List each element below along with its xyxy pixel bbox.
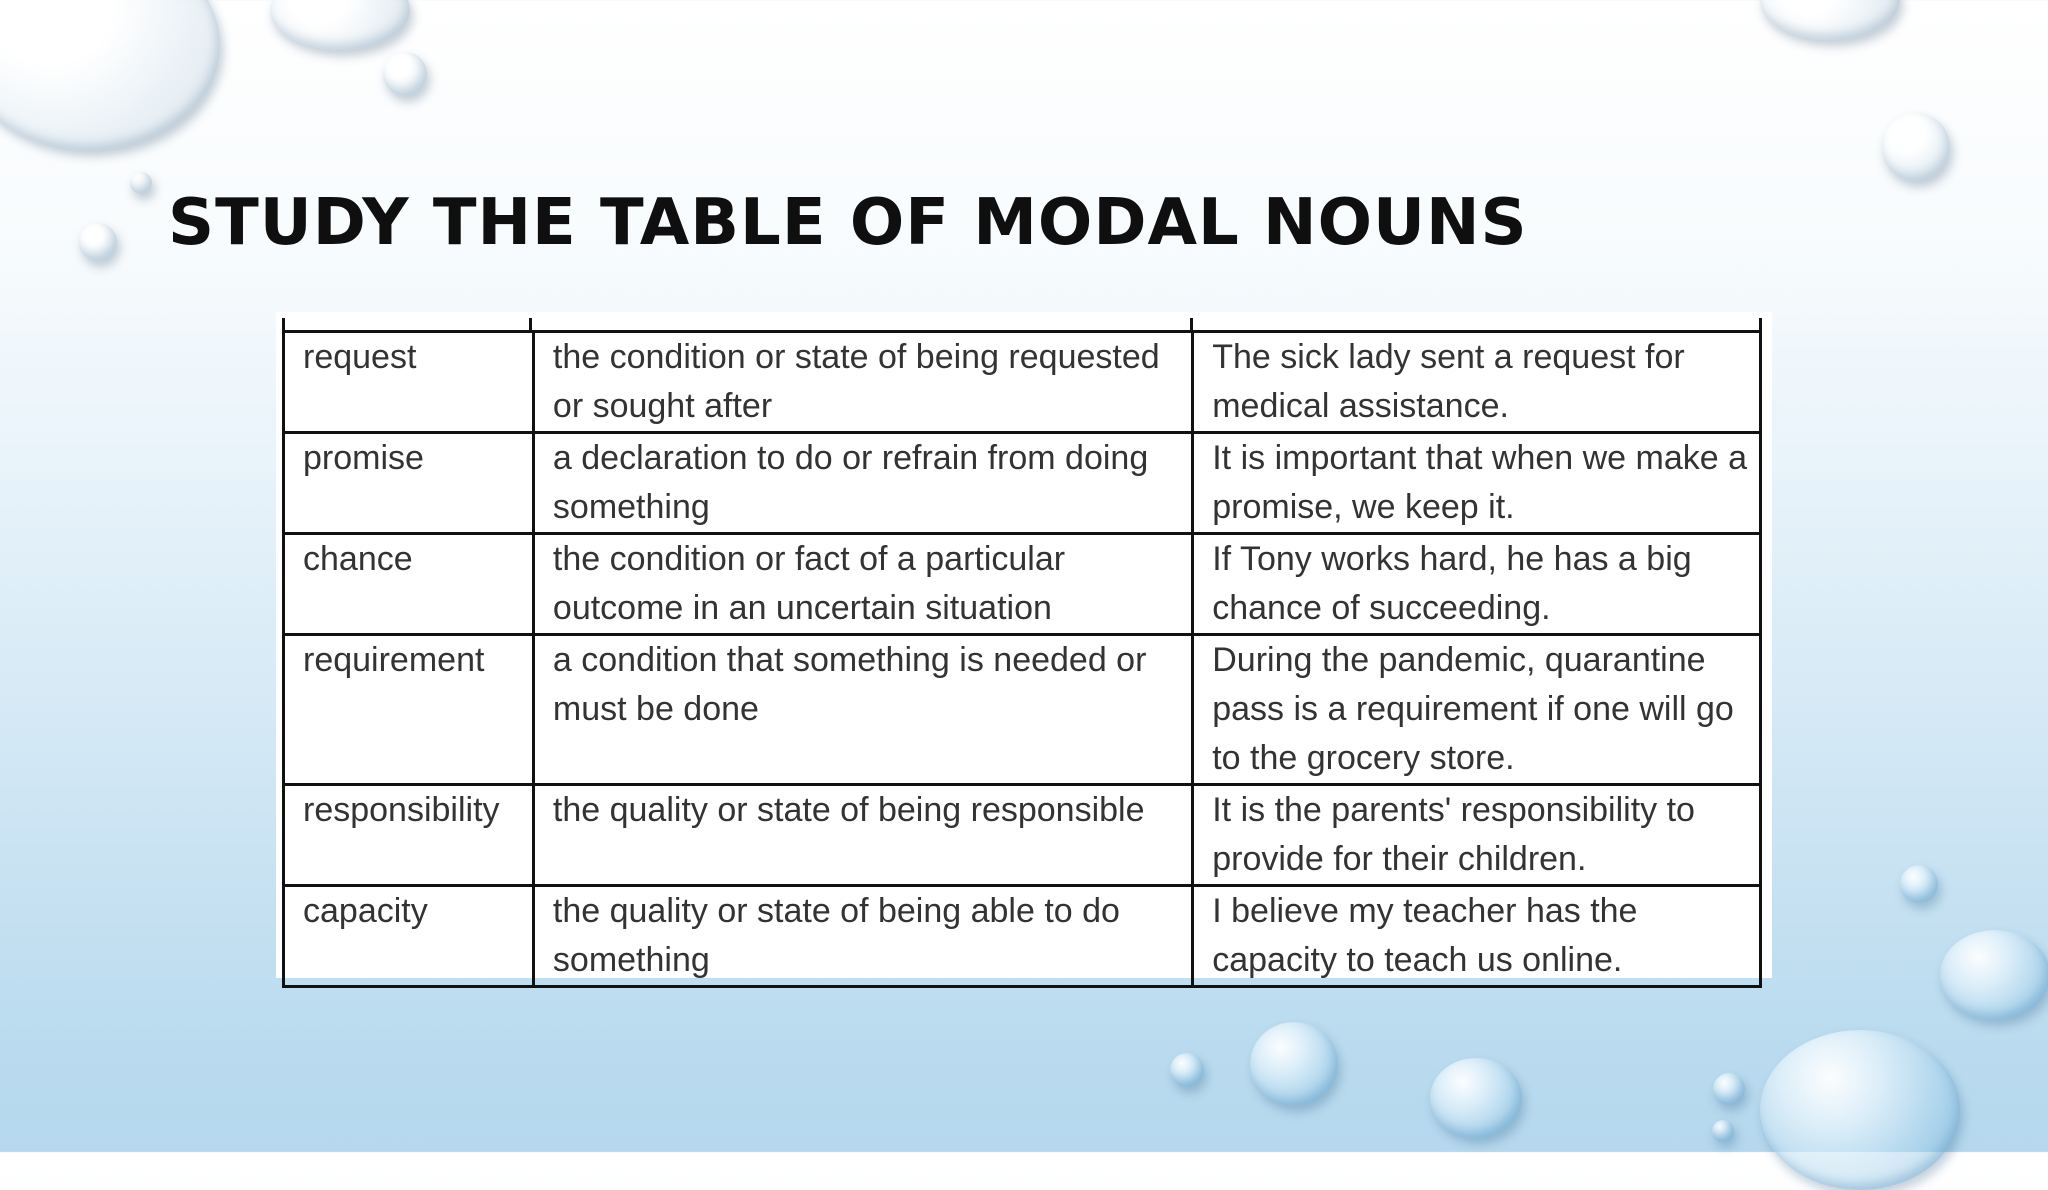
example-cell: During the pandemic, quarantine pass is a requirement if one will go to the grocery store.	[1193, 635, 1761, 785]
noun-cell: requirement	[284, 635, 534, 785]
water-droplet-decoration	[1713, 1073, 1745, 1105]
meaning-cell: a condition that something is needed or must be done	[533, 635, 1192, 785]
table-row	[284, 785, 1761, 886]
slide-title: STUDY THE TABLE OF MODAL NOUNS	[168, 186, 1528, 260]
meaning-cell: a declaration to do or refrain from doing something	[533, 433, 1192, 534]
table-row	[284, 332, 1761, 433]
water-droplet-decoration	[1430, 1058, 1522, 1138]
water-droplet-decoration	[1900, 865, 1938, 903]
noun-cell: responsibility	[284, 785, 534, 886]
table-row	[284, 635, 1761, 785]
water-droplet-decoration	[1940, 930, 2048, 1020]
noun-cell: promise	[284, 433, 534, 534]
table-row	[284, 433, 1761, 534]
water-droplet-decoration	[1170, 1053, 1204, 1087]
noun-cell: request	[284, 332, 534, 433]
modal-nouns-table	[282, 330, 1762, 988]
noun-cell: chance	[284, 534, 534, 635]
table-row	[284, 886, 1761, 987]
meaning-cell: the quality or state of being responsible	[533, 785, 1192, 886]
water-droplet-decoration	[130, 172, 152, 194]
meaning-cell: the condition or fact of a particular outcome in an uncertain situation	[533, 534, 1192, 635]
noun-cell: capacity	[284, 886, 534, 987]
example-cell: The sick lady sent a request for medical assistance.	[1193, 332, 1761, 433]
water-droplet-decoration	[1760, 1030, 1960, 1190]
example-cell: I believe my teacher has the capacity to teach us online.	[1193, 886, 1761, 987]
water-droplet-decoration	[0, 0, 220, 150]
example-cell: If Tony works hard, he has a big chance of succeeding.	[1193, 534, 1761, 635]
water-droplet-decoration	[1712, 1120, 1734, 1142]
example-cell: It is important that when we make a promise, we keep it.	[1193, 433, 1761, 534]
water-droplet-decoration	[383, 52, 427, 96]
meaning-cell: the condition or state of being requested or sought after	[533, 332, 1192, 433]
example-cell: It is the parents' responsibility to provide for their children.	[1193, 785, 1761, 886]
table-row	[284, 534, 1761, 635]
water-droplet-decoration	[1250, 1022, 1338, 1106]
water-droplet-decoration	[1882, 113, 1950, 181]
water-droplet-decoration	[1760, 0, 1900, 40]
modal-nouns-table-image	[276, 312, 1772, 978]
water-droplet-decoration	[270, 0, 410, 50]
meaning-cell: the quality or state of being able to do something	[533, 886, 1192, 987]
water-droplet-decoration	[79, 223, 117, 261]
